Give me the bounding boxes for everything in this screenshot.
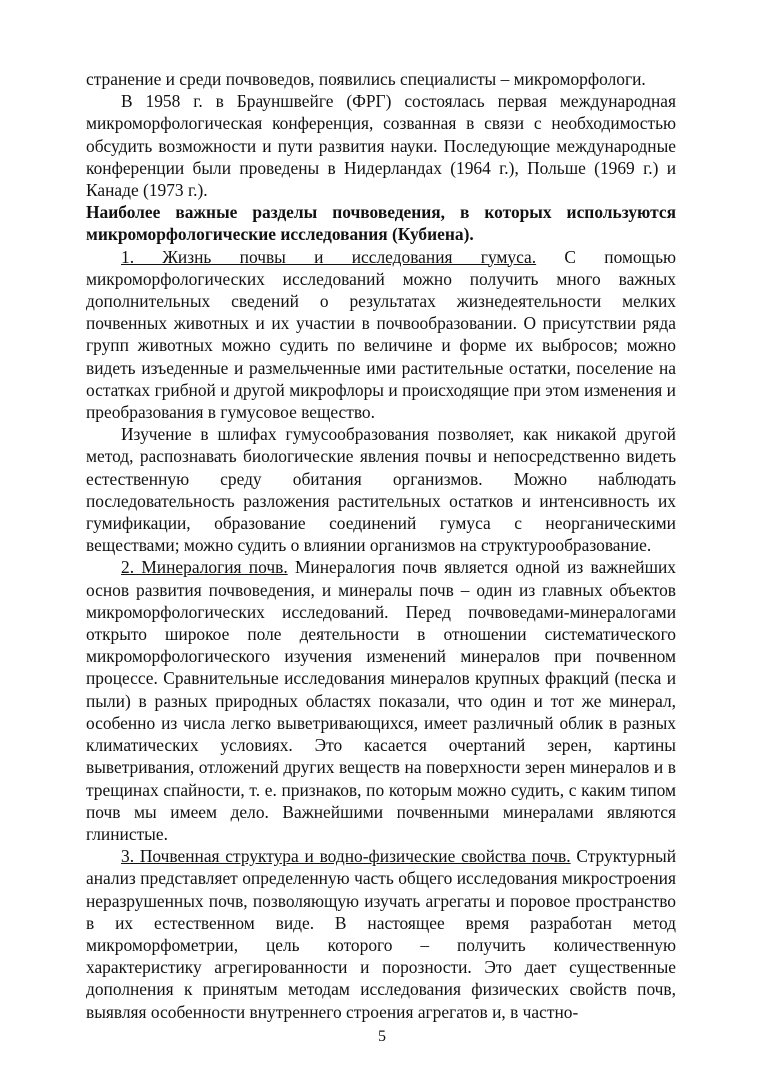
- page-number: 5: [378, 1028, 386, 1045]
- section-2-body: Минералогия почв является одной из важнейших основ развития почвоведения, и минералы почв – один из главных объектов микроморфологических исследований. Перед почвоведами-минералогами открыто широкое поле деятельности в отношении систематического микроморфологического изучения изменений минералов при почвенном процессе. Сравнительные исследования минералов крупных фракций (песка и пыли) в разных природных областях показали, что один и тот же минерал, особенно из числа легко выветривающихся, имеет различный облик в разных климатических условиях. Это касается очертаний зерен, картины выветривания, отложений других веществ на поверхности зерен минералов и в трещинах спайности, т. е. признаков, по которым можно судить, с каким типом почв мы имеем дело. Важнейшими почвенными минералами являются глинистые.: [86, 557, 676, 844]
- paragraph-soil-life-humus: [86, 246, 676, 424]
- body-text: [86, 68, 676, 1023]
- paragraph-humus-study: Изучение в шлифах гумусообразования позволяет, как никакой другой метод, распознавать биологические явления почвы и непосредственно видеть естественную среду обитания организмов. Можно наблюдать последовательность разложения растительных остатков и интенсивность их гумификации, образование соединений гумуса с неорганическими веществами; можно судить о влиянии организмов на структурообразование.: [86, 424, 676, 556]
- section-heading: Наиболее важные разделы почвоведения, в которых используются микроморфологические исследования (Кубиена).: [86, 202, 676, 245]
- paragraph-continuation: странение и среди почвоведов, появились специалисты – микроморфологи.: [86, 69, 646, 89]
- section-1-body: С помощью микроморфологических исследований можно получить много важных дополнительных сведений о результатах жизнедеятельности мелких почвенных животных и их участии в почвообразовании. О присутствии ряда групп животных можно судить по величине и форме их выбросов; можно видеть изъеденные и размельченные ими растительные остатки, поселение на остатках грибной и другой микрофлоры и происходящие при этом изменения и преобразования в гумусовое вещество.: [86, 246, 676, 423]
- paragraph-soil-mineralogy: [86, 556, 676, 845]
- paragraph-braunschweig-conference: В 1958 г. в Брауншвейге (ФРГ) состоялась первая международная микроморфологическая конференция, созванная в связи с необходимостью обсудить возможности и пути развития науки. Последующие международные конференции были проведены в Нидерландах (1964 г.), Польше (1969 г.) и Канаде (1973 г.).: [86, 91, 676, 201]
- section-2-title: 2. Минералогия почв.: [121, 557, 288, 578]
- section-1-title: 1. Жизнь почвы и исследования гумуса.: [121, 246, 537, 267]
- section-3-body: Структурный анализ представляет определенную часть общего исследования микростроения неразрушенных почв, позволяющую изучать агрегаты и поровое пространство в их естественном виде. В настоящее время разработан метод микроморфометрии, цель которого – получить количественную характеристику агрегированности и порозности. Это дает существенные дополнения к принятым методам исследования физических свойств почв, выявляя особенности внутреннего строения агрегатов и, в частно-: [86, 846, 676, 1022]
- paragraph-soil-structure: [86, 845, 676, 1023]
- section-3-title: 3. Почвенная структура и водно-физические свойства почв.: [121, 846, 571, 867]
